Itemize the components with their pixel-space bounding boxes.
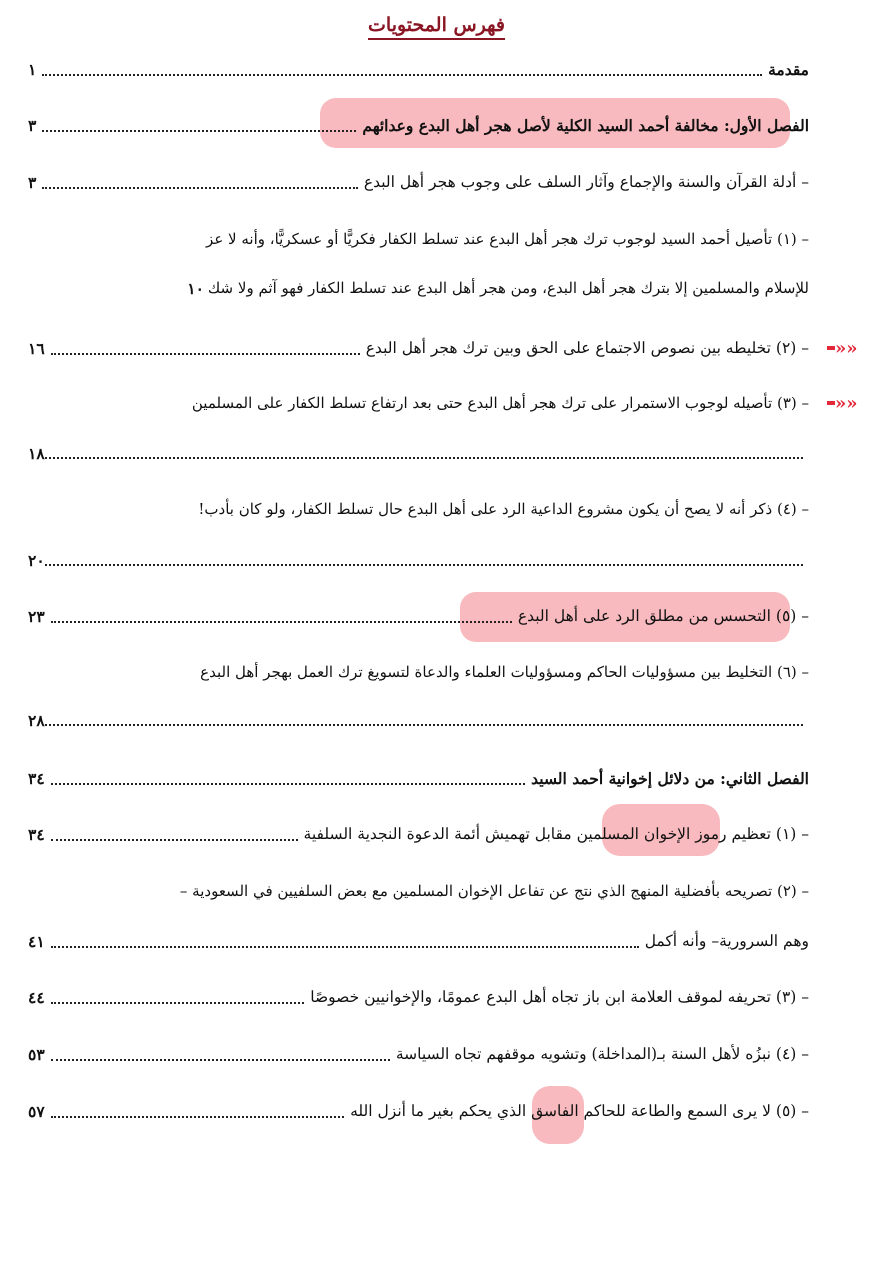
toc-page-number: ٤٤: [28, 987, 45, 1007]
toc-entry-intro: [28, 52, 809, 86]
leader-dots: [45, 457, 803, 459]
leader-dots: [42, 128, 356, 132]
toc-entry-text: الفصل الأول: مخالفة أحمد السيد الكلية لأصل هجر أهل البدع وعدائهم: [362, 115, 809, 135]
toc-page-number: ١: [28, 59, 37, 79]
toc-page-number: ٤١: [28, 931, 45, 951]
toc-entry-item-5: [28, 599, 809, 633]
toc-entry-text: – (٣) تأصيله لوجوب الاستمرار على ترك هجر أهل البدع حتى بعد ارتفاع تسلط الكفار على المسلمين: [191, 394, 809, 412]
leader-dots: [51, 1000, 305, 1004]
toc-entry-text: الفصل الثاني: من دلائل إخوانية أحمد السيد: [531, 768, 809, 788]
toc-page-number: ١٦: [28, 338, 45, 358]
leader-dots: [51, 837, 298, 841]
toc-entry-text: – أدلة القرآن والسنة والإجماع وآثار السلف على وجوب هجر أهل البدع: [363, 173, 809, 191]
leader-dots: [51, 351, 360, 355]
toc-entry-item-2: [28, 331, 809, 365]
page-title: فهرس المحتويات: [0, 14, 873, 36]
leader-dots: [51, 781, 525, 785]
toc-entry-item-3-leader: [28, 436, 809, 470]
toc-entry-text: – (٥) لا يرى السمع والطاعة للحاكم الفاسق الذي يحكم بغير ما أنزل الله: [350, 1102, 809, 1120]
leader-dots: [51, 619, 512, 623]
toc-entry-text: – (١) تعظيم رموز الإخوان المسلمين مقابل تهميش أئمة الدعوة النجدية السلفية: [303, 825, 809, 843]
toc-page-number: ٣٤: [28, 824, 45, 844]
toc-page-number: ١٠: [187, 278, 204, 298]
toc-entry-text: – (١) تأصيل أحمد السيد لوجوب ترك هجر أهل البدع عند تسلط الكفار فكريًّا أو عسكريًّا، وأنه لا عز: [206, 230, 809, 248]
leader-dots: [51, 944, 639, 948]
leader-dots: [45, 564, 803, 566]
toc-page-number: ٥٧: [28, 1101, 45, 1121]
toc-entry-evidence: [28, 165, 809, 199]
toc-entry-chapter-two: [28, 761, 809, 795]
toc-page-number: ٣: [28, 172, 37, 192]
toc-entry-item-6-leader: [28, 703, 809, 737]
toc-entry-ch2-item-3: [28, 980, 809, 1014]
toc-page-number: ٥٣: [28, 1044, 45, 1064]
red-chevron-marker-icon: « «: [823, 395, 867, 411]
toc-entry-item-4-leader: [28, 543, 809, 577]
leader-dots: [42, 185, 358, 189]
toc-entry-ch2-item-2-line2: [28, 924, 809, 958]
toc-entry-text: – (٣) تحريفه لموقف العلامة ابن باز تجاه أهل البدع عمومًا، والإخوانيين خصوصًا: [310, 988, 809, 1006]
leader-dots: [51, 1114, 344, 1118]
toc-entry-item-4: [28, 492, 809, 526]
toc-entry-text: – (٥) التحسس من مطلق الرد على أهل البدع: [517, 607, 809, 625]
toc-entry-text: للإسلام والمسلمين إلا بترك هجر أهل البدع، ومن هجر أهل البدع عند تسلط الكفار فهو آثم ولا شك: [207, 279, 809, 297]
toc-entry-item-6: [28, 655, 809, 689]
toc-page-number: ٣: [28, 115, 37, 135]
toc-page-number: ٢٨: [28, 710, 45, 730]
red-chevron-marker-icon: « «: [823, 340, 867, 356]
toc-entry-item-3: [28, 386, 809, 420]
toc-entry-text: – (٢) تصريحه بأفضلية المنهج الذي نتج عن تفاعل الإخوان المسلمين مع بعض السلفيين في السعودية –: [179, 882, 809, 900]
toc-entry-item-1-line2: [28, 271, 809, 305]
toc-page-number: ٢٠: [28, 550, 45, 570]
leader-dots: [51, 1057, 390, 1061]
toc-entry-ch2-item-2-line1: [28, 874, 809, 908]
toc-entry-text: – (٦) التخليط بين مسؤوليات الحاكم ومسؤوليات العلماء والدعاة لتسويغ ترك العمل بهجر أهل البدع: [200, 663, 809, 681]
toc-entry-text: – (٤) نبزُه لأهل السنة بـ(المداخلة) وتشويه موقفهم تجاه السياسة: [395, 1045, 809, 1063]
toc-page-number: ١٨: [28, 443, 45, 463]
leader-dots: [45, 724, 803, 726]
toc-entry-ch2-item-1: [28, 817, 809, 851]
toc-entry-text: – (٤) ذكر أنه لا يصح أن يكون مشروع الداعية الرد على أهل البدع حال تسلط الكفار، ولو كان بأدب!: [198, 500, 809, 518]
toc-entry-text: وهم السرورية– وأنه أكمل: [644, 932, 809, 950]
toc-page-number: ٢٣: [28, 606, 45, 626]
toc-entry-item-1-line1: [28, 222, 809, 256]
leader-dots: [42, 72, 762, 76]
toc-entry-ch2-item-4: [28, 1037, 809, 1071]
toc-entry-text: مقدمة: [768, 59, 809, 79]
toc-page-number: ٣٤: [28, 768, 45, 788]
toc-entry-ch2-item-5: [28, 1094, 809, 1128]
toc-entry-text: – (٢) تخليطه بين نصوص الاجتماع على الحق وبين ترك هجر أهل البدع: [365, 339, 809, 357]
toc-entry-chapter-one: [28, 108, 809, 142]
